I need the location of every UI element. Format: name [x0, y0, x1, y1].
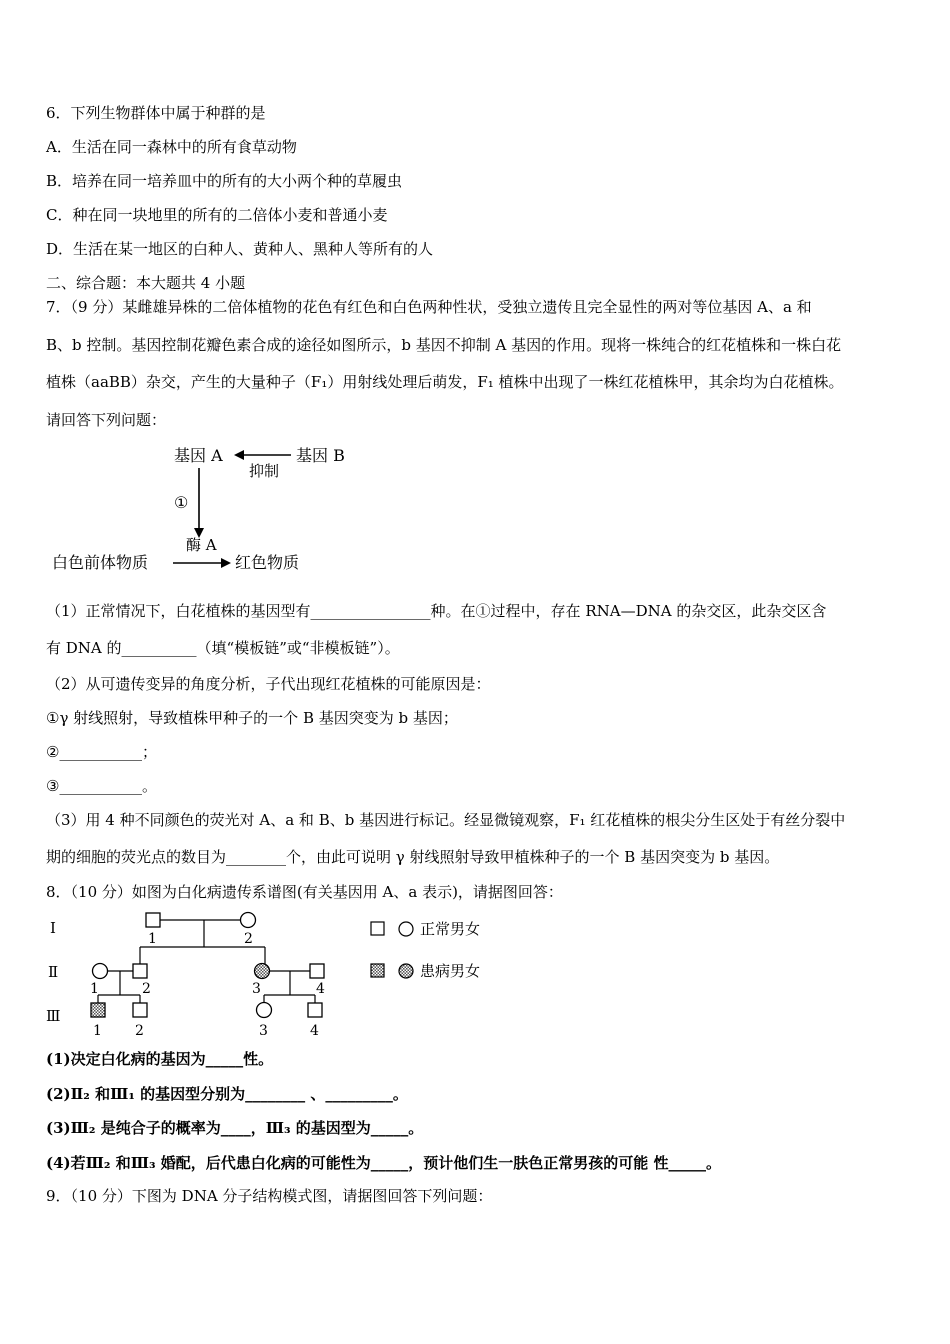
gen3-male-1-affected	[91, 1003, 105, 1017]
q6-option-c: C．种在同一块地里的所有的二倍体小麦和普通小麦	[46, 206, 388, 224]
legend-affected-female	[399, 964, 413, 978]
q7-line-3: 植株（aaBB）杂交，产生的大量种子（F₁）用射线处理后萌发，F₁ 植株中出现了一株红花植株甲，其余均为白花植株。	[46, 373, 844, 391]
gene-b-label: 基因 B	[296, 446, 345, 465]
q7-sub-3b: 期的细胞的荧光点的数目为________个，由此可说明 γ 射线照射导致甲植株种子的一个 B 基因突变为 b 基因。	[46, 848, 780, 866]
step-label: ①	[174, 493, 189, 512]
q7-sub-2: （2）从可遗传变异的角度分析，子代出现红花植株的可能原因是：	[46, 675, 491, 693]
gen1-label-1: 1	[148, 931, 157, 947]
q7-line-1: 7．（9 分）某雌雄异株的二倍体植物的花色有红色和白色两种性状，受独立遗传且完全显性的两对等位基因 A、a 和	[46, 298, 812, 316]
gen2-female-1	[93, 964, 108, 979]
gen3-male-2	[133, 1003, 147, 1017]
legend-normal-male	[371, 922, 384, 935]
legend-normal-female	[399, 922, 413, 936]
q9-stem: 9．（10 分）下图为 DNA 分子结构模式图，请据图回答下列问题：	[46, 1187, 493, 1205]
gen1-male-1	[146, 913, 160, 927]
gen3-label-2: 2	[135, 1023, 144, 1039]
enzyme-arrow-head	[221, 558, 231, 568]
q7-line-2: B、b 控制。基因控制花瓣色素合成的途径如图所示，b 基因不抑制 A 基因的作用。现将一株纯合的红花植株和一株白花	[46, 336, 842, 354]
product-label: 红色物质	[235, 553, 300, 572]
q8-sub-1: (1)决定白化病的基因为_____性。	[46, 1050, 274, 1068]
gen3-label-4: 4	[310, 1023, 319, 1039]
q7-sub-2-3: ③___________。	[46, 777, 157, 795]
inhibit-arrow-head	[234, 450, 244, 460]
gen3-label-1: 1	[93, 1023, 102, 1039]
gen3-label-3: 3	[259, 1023, 268, 1039]
gen-label-2: Ⅱ	[48, 963, 59, 981]
gen2-female-3-affected	[255, 964, 270, 979]
gen2-label-2: 2	[142, 981, 151, 997]
q7-sub-1a: （1）正常情况下，白花植株的基因型有________________种。在①过程中，存在 RNA—DNA 的杂交区，此杂交区含	[46, 602, 827, 620]
gen2-male-2	[133, 964, 147, 978]
q8-sub-3: (3)Ⅲ₂ 是纯合子的概率为____，Ⅲ₃ 的基因型为_____。	[46, 1119, 424, 1137]
pathway-diagram	[46, 438, 366, 583]
section-heading: 二、综合题：本大题共 4 小题	[46, 274, 246, 292]
q7-sub-2-2: ②___________；	[46, 743, 157, 761]
gen3-female-3	[257, 1003, 272, 1018]
q6-option-a: A．生活在同一森林中的所有食草动物	[46, 138, 297, 156]
gen3-male-4	[308, 1003, 322, 1017]
gen1-female-2	[241, 913, 256, 928]
pedigree-chart	[40, 905, 500, 1045]
q7-sub-3a: （3）用 4 种不同颜色的荧光对 A、a 和 B、b 基因进行标记。经显微镜观察，F₁ 红花植株的根尖分生区处于有丝分裂中	[46, 811, 846, 829]
enzyme-label: 酶 A	[186, 536, 217, 554]
q8-sub-4: (4)若Ⅲ₂ 和Ⅲ₃ 婚配，后代患白化病的可能性为_____，预计他们生一肤色正常男孩的可能 性_____。	[46, 1154, 721, 1172]
gen-label-1: Ⅰ	[50, 919, 56, 937]
legend-affected-label: 患病男女	[420, 962, 481, 980]
gen2-label-1: 1	[90, 981, 99, 997]
gen1-label-2: 2	[244, 931, 253, 947]
q6-option-d: D．生活在某一地区的白种人、黄种人、黑种人等所有的人	[46, 240, 434, 258]
gen2-label-4: 4	[316, 981, 325, 997]
gene-a-label: 基因 A	[174, 446, 223, 465]
q7-line-4: 请回答下列问题：	[46, 411, 167, 429]
gen-label-3: Ⅲ	[46, 1007, 61, 1025]
q8-sub-2: (2)Ⅱ₂ 和Ⅲ₁ 的基因型分别为________ 、_________。	[46, 1085, 408, 1103]
q8-stem: 8．（10 分）如图为白化病遗传系谱图(有关基因用 A、a 表示)，请据图回答：	[46, 883, 563, 901]
q7-sub-2-1: ①γ 射线照射，导致植株甲种子的一个 B 基因突变为 b 基因；	[46, 709, 458, 727]
q6-option-b: B．培养在同一培养皿中的所有的大小两个种的草履虫	[46, 172, 403, 190]
q7-sub-1b: 有 DNA 的__________（填“模板链”或“非模板链”）。	[46, 639, 400, 657]
legend-affected-male	[371, 964, 384, 977]
gen2-male-4	[310, 964, 324, 978]
inhibit-label: 抑制	[249, 462, 280, 480]
precursor-label: 白色前体物质	[52, 553, 149, 572]
legend-normal-label: 正常男女	[420, 920, 481, 938]
gen2-label-3: 3	[252, 981, 261, 997]
q6-stem: 6．下列生物群体中属于种群的是	[46, 104, 266, 122]
